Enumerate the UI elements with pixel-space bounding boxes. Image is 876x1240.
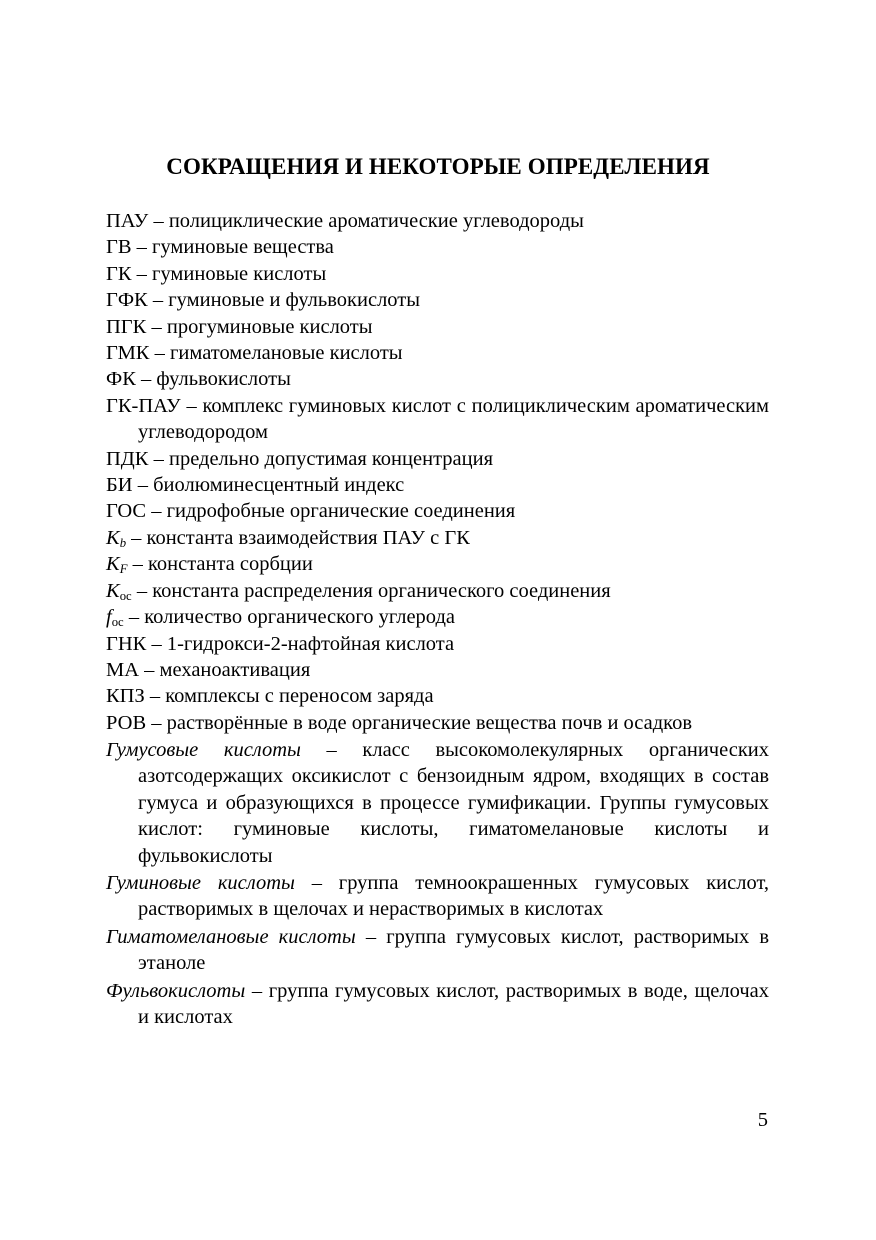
abbreviation-kf: $K_F$ – константа сорбции [106, 553, 313, 577]
abbreviation-term: ГФК [106, 289, 148, 312]
abbreviation-symbol: K [106, 526, 120, 549]
abbreviation-definition: комплекс гуминовых кислот с полициклическим ароматическим углеводородом [138, 394, 769, 444]
abbreviation-definition: константа распределения органического соединения [152, 579, 611, 602]
abbreviation-kb: $K_b$ – константа взаимодействия ПАУ с ГК [106, 526, 470, 551]
abbreviation-kpz: КПЗ – комплексы с переносом заряда [106, 685, 434, 708]
abbreviation-gmk: ГМК – гиматомелановые кислоты [106, 342, 403, 365]
abbreviation-gv: ГВ – гуминовые вещества [106, 236, 334, 259]
definition-term: Фульвокислоты [106, 979, 246, 1002]
abbreviation-gnk: ГНК – 1-гидрокси-2-нафтойная кислота [106, 632, 455, 655]
definition-term: Гуминовые кислоты [106, 872, 295, 895]
page-title: СОКРАЩЕНИЯ И НЕКОТОРЫЕ ОПРЕДЕЛЕНИЯ [166, 154, 710, 179]
abbreviation-subscript: b [119, 536, 127, 551]
abbreviation-gfk: ГФК – гуминовые и фульвокислоты [106, 289, 421, 312]
abbreviation-definition: полициклические ароматические углеводороды [168, 210, 584, 232]
abbreviation-term: ПДК [106, 447, 149, 470]
abbreviation-definition: константа сорбции [147, 553, 313, 576]
abbreviation-definition: количество органического углерода [144, 606, 455, 629]
abbreviation-symbol: f [106, 606, 112, 629]
definition-hymatomelanic-acids: Гиматомелановые кислоты – группа гумусовых кислот, растворимых в этаноле [106, 925, 770, 975]
abbreviation-term: ГК [106, 262, 132, 285]
abbreviation-subscript: oc [119, 588, 132, 603]
abbreviation-definition: комплексы с переносом заряда [165, 685, 434, 708]
abbreviation-definition: константа взаимодействия ПАУ с ГК [146, 526, 470, 549]
abbreviation-pgk: ПГК – прогуминовые кислоты [106, 315, 373, 338]
abbreviation-gk-pau: ГК-ПАУ – комплекс гуминовых кислот с полициклическим ароматическим углеводородом [106, 394, 769, 444]
abbreviations-list [106, 208, 769, 736]
definition-fulvic-acids: Фульвокислоты – группа гумусовых кислот, растворимых в воде, щелочах и кислотах [106, 979, 769, 1029]
definition-text: группа темноокрашенных гумусовых кислот, растворимых в щелочах и нерастворимых в кислотах [138, 872, 770, 921]
abbreviation-term: ПАУ [106, 210, 149, 232]
abbreviation-pdk: ПДК – предельно допустимая концентрация [106, 447, 493, 470]
abbreviation-definition: растворённые в воде органические вещества почв и осадков [166, 711, 693, 734]
abbreviation-ma: МА – механоактивация [106, 658, 311, 681]
abbreviation-fk: ФК – фульвокислоты [106, 368, 291, 391]
abbreviation-definition: фульвокислоты [156, 368, 291, 391]
abbreviation-term: ГВ [106, 236, 132, 259]
abbreviation-definition: гиматомелановые кислоты [169, 342, 403, 365]
abbreviation-definition: прогуминовые кислоты [166, 315, 373, 338]
abbreviation-koc: $K_{oc}$ – константа распределения органического соединения [106, 579, 611, 603]
abbreviation-term: БИ [106, 474, 133, 497]
abbreviation-subscript: F [119, 562, 128, 577]
abbreviation-pau: ПАУ – полициклические ароматические углеводороды [106, 210, 584, 232]
abbreviation-bi: БИ – биолюминесцентный индекс [106, 474, 405, 497]
abbreviation-term: ФК [106, 368, 136, 391]
abbreviation-term: ГНК [106, 632, 147, 655]
page-number: 5 [757, 1109, 768, 1131]
abbreviation-rov: РОВ – растворённые в воде органические вещества почв и осадков [106, 711, 693, 734]
abbreviation-definition: 1-гидрокси-2-нафтойная кислота [166, 632, 455, 655]
abbreviation-term: РОВ [106, 711, 147, 734]
abbreviation-subscript: oc [111, 615, 124, 630]
abbreviation-definition: биолюминесцентный индекс [153, 474, 405, 497]
abbreviation-symbol: K [106, 553, 120, 576]
abbreviation-term: ГК-ПАУ [106, 394, 181, 417]
definition-text: группа гумусовых кислот, растворимых в этаноле [138, 925, 770, 975]
definition-humic-acids: Гуминовые кислоты – группа темноокрашенных гумусовых кислот, растворимых в щелочах и нерастворимых в кислотах [106, 872, 770, 921]
definition-humus-acids: Гумусовые кислоты – класс высокомолекулярных органических азотсодержащих оксикислот с бензоидным ядром, входящих в состав гумуса и образующихся в процессе гумификации. Группы гумусовых кислот: гуминовые кислоты, гиматомелановые кислоты и фульвокислоты [106, 739, 770, 867]
definition-text: класс высокомолекулярных органических азотсодержащих оксикислот с бензоидным ядром, входящих в состав гумуса и образующихся в процессе гумификации. Группы гумусовых кислот: гуминовые кислоты, гиматомелановые кислоты и фульвокислоты [138, 739, 770, 867]
abbreviation-term: ПГК [106, 315, 147, 338]
abbreviation-definition: гуминовые вещества [152, 236, 334, 259]
definitions-list [106, 737, 769, 1031]
abbreviation-gos: ГОС – гидрофобные органические соединения [106, 500, 516, 523]
abbreviation-definition: механоактивация [159, 658, 311, 681]
abbreviation-term: КПЗ [106, 685, 145, 708]
abbreviation-definition: предельно допустимая концентрация [168, 447, 493, 470]
abbreviation-foc: $f_{oc}$ – количество органического углерода [106, 606, 455, 630]
definition-term: Гиматомелановые кислоты [106, 925, 356, 948]
abbreviation-definition: гидрофобные органические соединения [166, 500, 516, 523]
definition-term: Гумусовые кислоты [106, 739, 301, 761]
abbreviation-definition: гуминовые и фульвокислоты [168, 289, 421, 312]
abbreviation-term: ГОС [106, 500, 147, 523]
definition-text: группа гумусовых кислот, растворимых в воде, щелочах и кислотах [138, 979, 769, 1029]
abbreviation-term: ГМК [106, 342, 150, 365]
abbreviation-symbol: K [106, 579, 120, 602]
abbreviation-term: МА [106, 658, 140, 681]
abbreviation-definition: гуминовые кислоты [152, 262, 327, 285]
abbreviation-gk: ГК – гуминовые кислоты [106, 262, 327, 285]
